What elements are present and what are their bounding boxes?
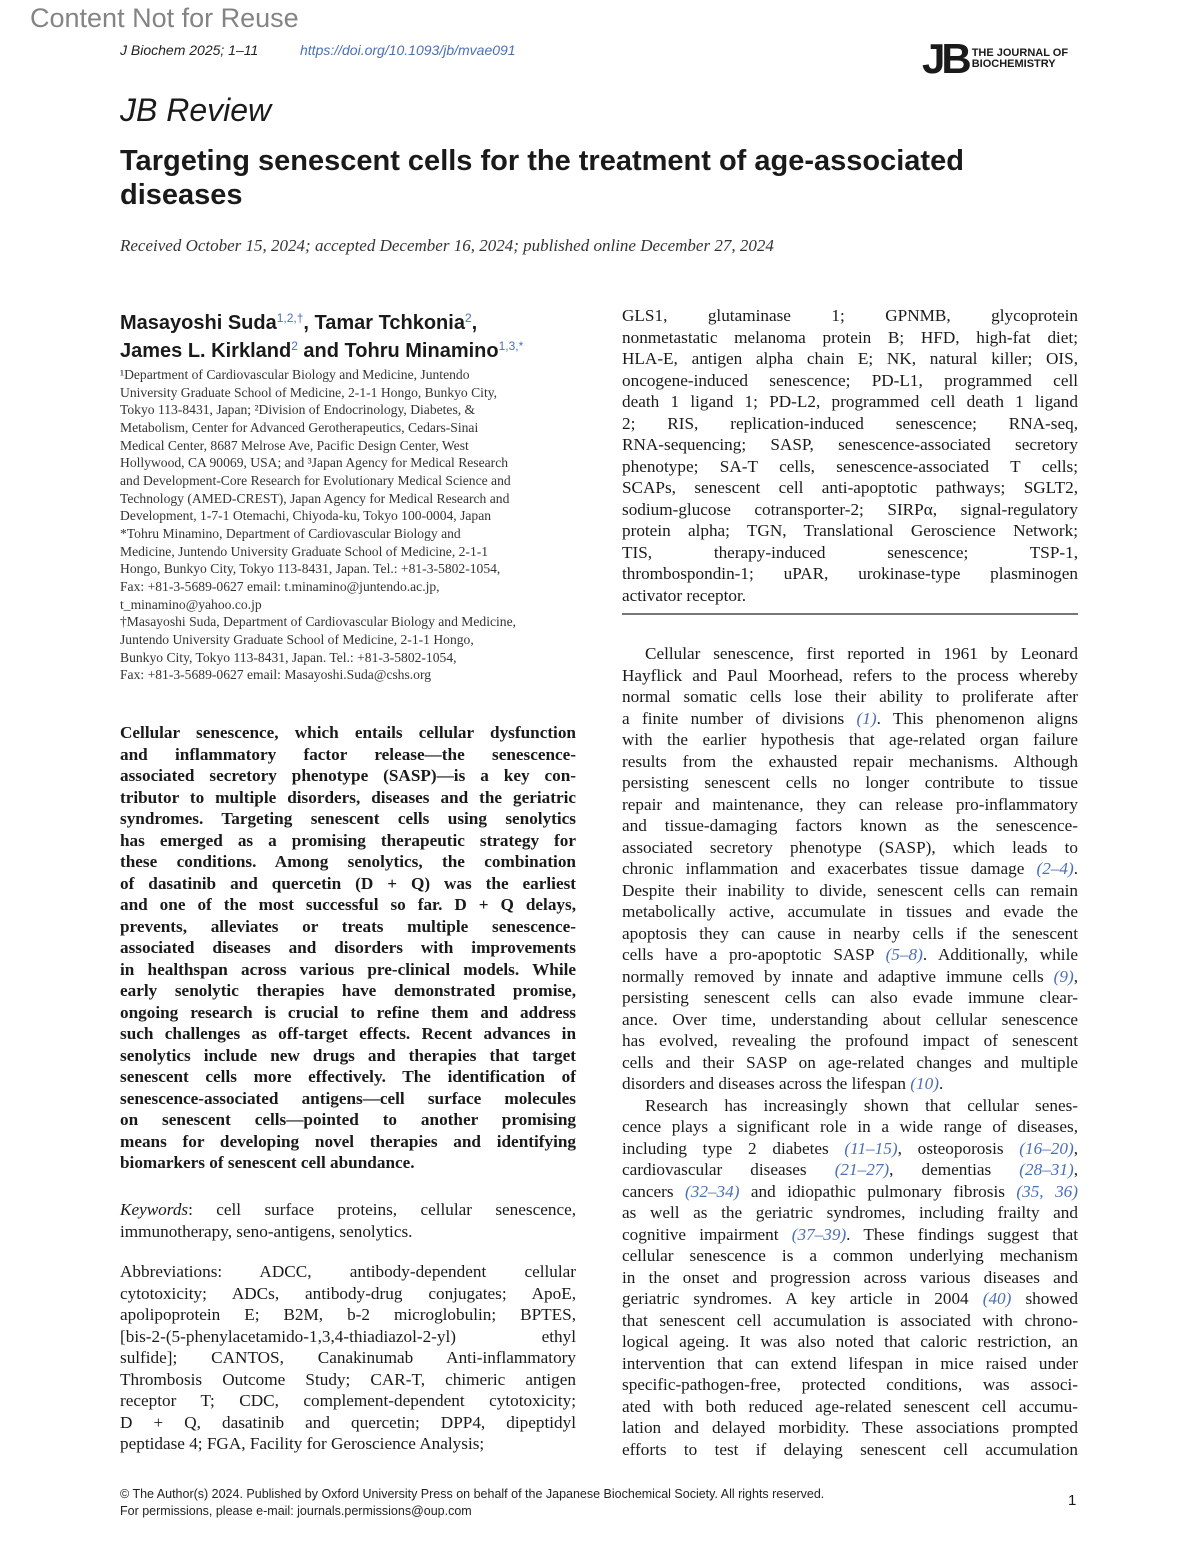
text-line: protein alpha; TGN, Translational Geroscience Network; (622, 521, 1078, 540)
text-line: RNA-sequencing; SASP, senescence-associated secretory (622, 435, 1078, 454)
citation-link[interactable]: (37–39) (791, 1224, 847, 1244)
text-line: 2; RIS, replication-induced senescence; RNA-seq, (622, 413, 1078, 433)
text-line: persisting senescent cells no longer contribute to tissue (622, 773, 1078, 792)
text-line: and tissue-damaging factors known as the senescence- (622, 816, 1078, 835)
text-line: on senescent cells—pointed to another promising (120, 1110, 576, 1129)
text-line: Thrombosis Outcome Study; CAR-T, chimeric antigen (120, 1369, 576, 1389)
text-line: ongoing research is crucial to refine them and address (120, 1002, 576, 1022)
text-line: Fax: +81-3-5689-0627 email: t.minamino@juntendo.ac.jp, (120, 578, 440, 594)
text-line: apoptosis they can cause in nearby cells if the senescent (622, 923, 1078, 943)
paragraph (622, 305, 1078, 606)
author-affiliation-marker[interactable]: 2 (291, 339, 298, 353)
separator: , (471, 312, 478, 334)
text-line: persisting senescent cells can also evade immune clear- (622, 988, 1078, 1007)
separator: and (297, 340, 345, 362)
text-line: cancers (32–34) and idiopathic pulmonary fibrosis (35, 36) (622, 1181, 1078, 1201)
logo-text-line: THE JOURNAL OF (971, 47, 1069, 59)
text-line: SCAPs, senescent cell anti-apoptotic pathways; SGLT2, (622, 478, 1078, 497)
text-line: has emerged as a promising therapeutic strategy for (120, 830, 576, 850)
text-line: Technology (AMED-CREST), Japan Agency for Medical Research and (120, 490, 510, 506)
text-line: and inflammatory factor release—the senescence- (120, 744, 576, 764)
text-line: normal somatic cells lose their ability to proliferate after (622, 687, 1078, 706)
journal-logo (922, 35, 1069, 82)
keywords-label: Keywords (120, 1200, 189, 1219)
text-line: TIS, therapy-induced senescence; TSP-1, (622, 542, 1078, 562)
text-line: phenotype; SA-T cells, senescence-associated T cells; (622, 456, 1078, 476)
paragraph (622, 1095, 1078, 1461)
text-line: nonmetastatic melanoma protein B; HFD, high-fat diet; (622, 327, 1078, 347)
page-number: 1 (1068, 1492, 1077, 1509)
text-line: these conditions. Among senolytics, the combination (120, 852, 576, 871)
citation-link[interactable]: (21–27) (834, 1160, 890, 1179)
text-line: Cellular senescence, first reported in 1961 by Leonard (645, 644, 1078, 663)
text-line: Development, 1-7-1 Otemachi, Chiyoda-ku, Tokyo 100-0004, Japan (120, 508, 492, 524)
text-line: associated diseases and disorders with improvements (120, 938, 576, 957)
text-line: ated with both reduced age-related senescent cell accumu- (622, 1396, 1078, 1416)
text-line: including type 2 diabetes (11–15), osteoporosis (16–20), (622, 1138, 1079, 1158)
text-line: such challenges as off-target effects. Recent advances in (120, 1024, 576, 1043)
body-text (622, 643, 1078, 1460)
paragraph (120, 722, 576, 1174)
author-affiliation-marker[interactable]: 1,3,* (498, 339, 524, 353)
text-line: Tokyo 113-8431, Japan; ²Division of Endocrinology, Diabetes, & (120, 402, 476, 418)
keywords (120, 1199, 576, 1242)
text-line: Hollywood, CA 90069, USA; and ³Japan Agency for Medical Research (120, 455, 509, 471)
section-divider (622, 613, 1078, 615)
text-line: senescent cells more effectively. The identification of (120, 1067, 576, 1086)
author-affiliation-marker[interactable]: 1,2,† (276, 311, 304, 325)
abstract (120, 722, 576, 1174)
abbreviations-continued (622, 305, 1078, 606)
text-line: senescence-associated antigens—cell surface molecules (120, 1088, 576, 1108)
text-line: cells and their SASP on age-related changes and multiple (622, 1052, 1078, 1072)
text-line: efforts to test if delaying senescent cell accumulation (622, 1439, 1078, 1459)
text-line: that senescent cell accumulation is associated with chrono- (622, 1310, 1078, 1330)
text-line: Fax: +81-3-5689-0627 email: Masayoshi.Suda@cshs.org (120, 667, 432, 683)
text-line: Medical Center, 8687 Melrose Ave, Pacific Design Center, West (120, 437, 469, 453)
text-line: peptidase 4; FGA, Facility for Geroscience Analysis; (120, 1434, 485, 1453)
text-line: chronic inflammation and exacerbates tissue damage (2–4). (622, 859, 1078, 878)
text-line: syndromes. Targeting senescent cells using senolytics (120, 809, 576, 828)
text-line: geriatric syndromes. A key article in 2004 (40) showed (622, 1289, 1078, 1308)
text-line: sodium-glucose cotransporter-2; SIRPα, signal-regulatory (622, 499, 1078, 519)
text-line: t_minamino@yahoo.co.jp (120, 596, 262, 612)
author-name: Tamar Tchkonia (314, 312, 465, 334)
citation-link[interactable]: (28–31) (1019, 1160, 1074, 1179)
text-line: cence plays a significant role in a wide range of diseases, (622, 1117, 1078, 1136)
text-line: results from the exhausted repair mechanisms. Although (622, 751, 1078, 771)
logo-text (972, 48, 1068, 70)
author-list (120, 307, 590, 363)
text-line: of dasatinib and quercetin (D + Q) was the earliest (120, 873, 576, 893)
text-line: metabolically active, accumulate in tissues and evade the (622, 902, 1078, 921)
text-line: Hongo, Bunkyo City, Tokyo 113-8431, Japan. Tel.: +81-3-5802-1054, (120, 561, 501, 577)
paragraph (622, 643, 1078, 1095)
text-line: Metabolism, Center for Advanced Gerotherapeutics, Cedars-Sinai (120, 419, 479, 435)
citation-link[interactable]: (35, 36) (1016, 1181, 1078, 1201)
text-line: associated secretory phenotype (SASP), which leads to (622, 837, 1078, 857)
text-line: Cellular senescence, which entails cellular dysfunction (120, 723, 576, 742)
text-line: a finite number of divisions (1). This phenomenon aligns (622, 708, 1078, 728)
citation-link[interactable]: (9) (1053, 966, 1074, 986)
text-line: [bis-2-(5-phenylacetamido-1,3,4-thiadiazol-2-yl) ethyl (120, 1326, 576, 1346)
citation-link[interactable]: (2–4) (1036, 859, 1074, 878)
text-line: early senolytic therapies have demonstrated promise, (120, 981, 576, 1000)
text-line: cells have a pro-apoptotic SASP (5–8). Additionally, while (622, 945, 1078, 964)
text-line: receptor T; CDC, complement-dependent cytotoxicity; (120, 1391, 576, 1410)
text-line: tributor to multiple disorders, diseases and the geriatric (120, 787, 576, 807)
text-line: cognitive impairment (37–39). These findings suggest that (622, 1224, 1078, 1244)
watermark: Content Not for Reuse (30, 3, 299, 33)
article-type: JB Review (120, 92, 272, 128)
text-line: lation and delayed morbidity. These associations prompted (622, 1418, 1078, 1437)
text-line: cardiovascular diseases (21–27), dementias (28–31), (622, 1160, 1078, 1179)
text-line: Despite their inability to divide, senescent cells can remain (622, 880, 1078, 900)
text-line: as well as the geriatric syndromes, including frailty and (622, 1203, 1078, 1222)
affiliations (120, 366, 580, 684)
text-line: ¹Department of Cardiovascular Biology and Medicine, Juntendo (120, 367, 470, 382)
citation-link[interactable]: (11–15) (844, 1138, 898, 1158)
text-line: in the onset and progression across various diseases and (622, 1267, 1078, 1287)
text-line: logical ageing. It was also noted that caloric restriction, an (622, 1332, 1078, 1351)
paragraph (120, 1199, 576, 1242)
text-line: oncogene-induced senescence; PD-L1, programmed cell (622, 370, 1078, 390)
text-line: senolytics include new drugs and therapies that target (120, 1045, 576, 1065)
text-line: and Development-Core Research for Evolutionary Medical Science and (120, 472, 511, 488)
text-line: Bunkyo City, Tokyo 113-8431, Japan. Tel.: +81-3-5802-1054, (120, 649, 457, 665)
citation-link[interactable]: (16–20) (1019, 1138, 1074, 1158)
text-line: University Graduate School of Medicine, 2-1-1 Hongo, Bunkyo City, (120, 384, 498, 400)
abbreviations (120, 1261, 576, 1455)
text-line: biomarkers of senescent cell abundance. (120, 1153, 415, 1172)
author-affiliation-marker[interactable]: 2 (464, 311, 472, 325)
author-name: Tohru Minamino (344, 340, 499, 362)
text-line: HLA-E, antigen alpha chain E; NK, natural killer; OIS, (622, 349, 1078, 368)
permissions-notice: For permissions, please e-mail: journals.permissions@oup.com (120, 1504, 472, 1518)
text-line: means for developing novel therapies and identifying (120, 1131, 576, 1151)
author-name: Masayoshi Suda (120, 312, 277, 334)
text-line: cellular senescence is a common underlying mechanism (622, 1246, 1078, 1265)
text-line: apolipoprotein E; B2M, b-2 microglobulin; BPTES, (120, 1305, 576, 1324)
text-line: specific-pathogen-free, protected conditions, was associ- (622, 1375, 1078, 1394)
article-title: Targeting senescent cells for the treatment of age-associated diseases (120, 145, 964, 211)
text-line: intervention that can extend lifespan in mice raised under (622, 1353, 1078, 1373)
text-line: repair and maintenance, they can release pro-inflammatory (622, 794, 1078, 814)
copyright-notice: © The Author(s) 2024. Published by Oxford University Press on behalf of the Japanese Biochemical Society. All rights reserved. (120, 1487, 825, 1501)
citation-link[interactable]: (1) (856, 708, 877, 728)
text-line: Keywords: cell surface proteins, cellular senescence, (120, 1200, 576, 1219)
text-line: D + Q, dasatinib and quercetin; DPP4, dipeptidyl (120, 1412, 576, 1432)
text-line: death 1 ligand 1; PD-L2, programmed cell death 1 ligand (622, 392, 1078, 411)
text-line: activator receptor. (622, 585, 747, 605)
paragraph (120, 1261, 576, 1455)
text-line: Abbreviations: ADCC, antibody-dependent cellular (120, 1262, 576, 1281)
text-line: †Masayoshi Suda, Department of Cardiovascular Biology and Medicine, (120, 614, 517, 630)
citation-link[interactable]: (40) (982, 1289, 1012, 1308)
text-line: disorders and diseases across the lifespan (10). (622, 1074, 944, 1093)
text-line: associated secretory phenotype (SASP)—is a key con- (120, 766, 576, 785)
text-line: Medicine, Juntendo University Graduate School of Medicine, 2-1-1 (120, 543, 489, 559)
footer (120, 1486, 824, 1520)
text-line: with the earlier hypothesis that age-related organ failure (622, 730, 1078, 749)
text-line: cytotoxicity; ADCs, antibody-drug conjugates; ApoE, (120, 1283, 576, 1303)
text-line: Research has increasingly shown that cellular senes- (645, 1095, 1078, 1115)
article-dates: Received October 15, 2024; accepted December 16, 2024; published online December 27, 2024 (120, 236, 774, 255)
separator: , (303, 312, 315, 334)
text-line: and one of the most successful so far. D + Q delays, (120, 895, 576, 914)
journal-citation: J Biochem 2025; 1–11 (120, 42, 259, 58)
text-line: sulfide]; CANTOS, Canakinumab Anti-inflammatory (120, 1348, 576, 1367)
logo-mark: JB (922, 35, 968, 82)
logo-text-line: BIOCHEMISTRY (971, 58, 1056, 70)
text-line: ance. Over time, understanding about cellular senescence (622, 1009, 1078, 1029)
text-line: *Tohru Minamino, Department of Cardiovascular Biology and (120, 525, 461, 541)
text-line: prevents, alleviates or treats multiple senescence- (120, 916, 576, 936)
text-line: immunotherapy, seno-antigens, senolytics. (120, 1221, 413, 1241)
text-line: GLS1, glutaminase 1; GPNMB, glycoprotein (622, 306, 1078, 325)
author-name: James L. Kirkland (120, 340, 292, 362)
text-line: normally removed by innate and adaptive immune cells (9), (622, 966, 1078, 986)
text-line: thrombospondin-1; uPAR, urokinase-type plasminogen (622, 564, 1078, 583)
text-line: has evolved, revealing the profound impact of senescent (622, 1031, 1078, 1050)
doi-link[interactable]: https://doi.org/10.1093/jb/mvae091 (300, 42, 516, 58)
text-line: in healthspan across various pre-clinical models. While (120, 959, 576, 979)
text-line: Juntendo University Graduate School of Medicine, 2-1-1 Hongo, (120, 631, 474, 647)
text-line: Hayflick and Paul Moorhead, refers to the process whereby (622, 665, 1078, 685)
citation-link[interactable]: (10) (910, 1074, 939, 1093)
citation-link[interactable]: (5–8) (885, 945, 923, 964)
citation-link[interactable]: (32–34) (685, 1181, 740, 1201)
